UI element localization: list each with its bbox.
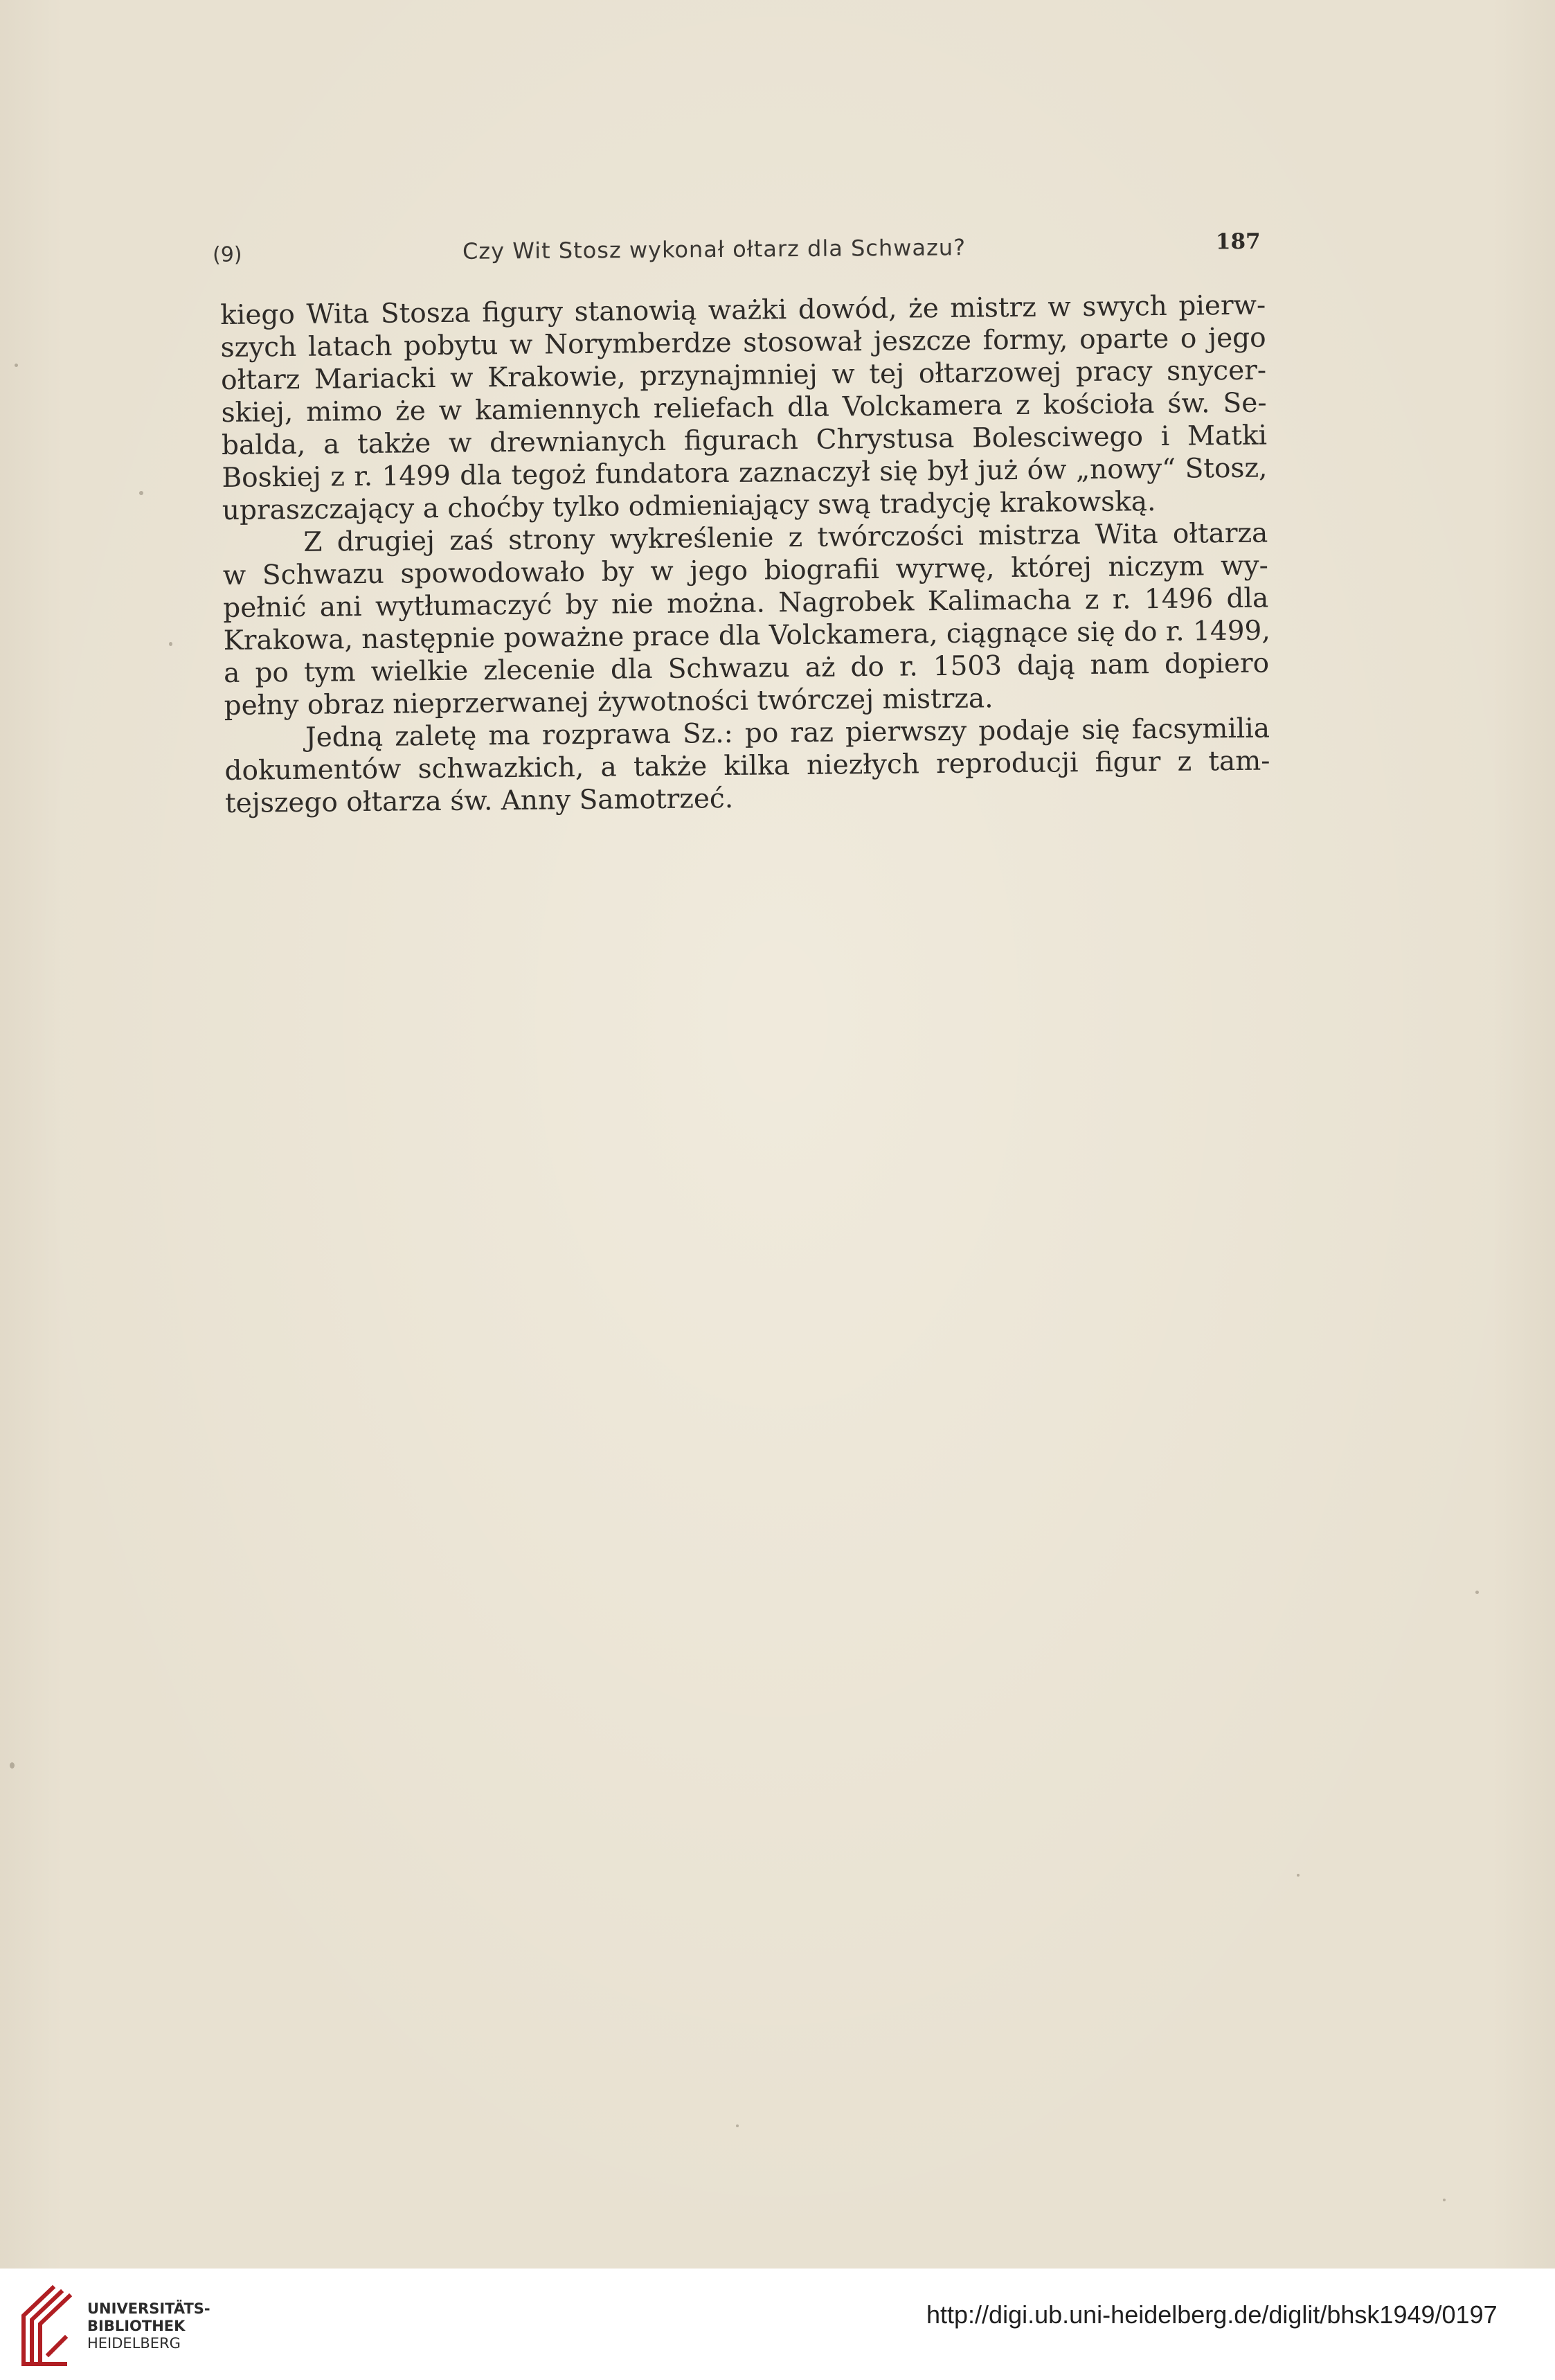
running-head: [0, 0, 1555, 297]
paper-speck: [1443, 2199, 1446, 2201]
paragraph-end-line: pełny obraz nieprzerwanej żywotności twórczej mistrza.: [224, 683, 994, 722]
paragraph-first-line: Z drugiej zaś strony wykreślenie z twórczości mistrza Wita ołtarza: [303, 517, 1268, 558]
library-footer: [0, 2269, 1555, 2380]
library-name: [87, 2300, 210, 2352]
text-line: balda, a także w drewnianych figurach Chrystusa Bolesciwego i Matki: [221, 420, 1268, 461]
paragraph-end-line: upraszczający a choćby tylko odmieniający swą tradycję krakowską.: [222, 486, 1156, 526]
paper-speck: [10, 1762, 15, 1769]
paper-speck: [1475, 1591, 1479, 1594]
library-name-line: BIBLIOTHEK: [87, 2318, 186, 2334]
text-line: w Schwazu spowodowało by w jego biografii wyrwę, której niczym wy-: [222, 550, 1268, 591]
text-line: Krakowa, następnie poważne prace dla Volckamera, ciągnące się do r. 1499,: [223, 615, 1270, 656]
body-text: [220, 289, 1270, 820]
text-line: a po tym wielkie zlecenie dla Schwazu aż do r. 1503 dają nam dopiero: [223, 647, 1270, 689]
paper-speck: [139, 491, 143, 495]
paragraph-end-line: tejszego ołtarza św. Anny Samotrzeć.: [224, 782, 734, 819]
text-line: skiej, mimo że w kamiennych reliefach dla Volckamera z kościoła św. Se-: [221, 387, 1267, 429]
text-line: dokumentów schwazkich, a także kilka niezłych reproducji figur z tam-: [224, 745, 1270, 787]
text-line: szych latach pobytu w Norymberdze stosował jeszcze formy, oparte o jego: [220, 322, 1266, 364]
running-title: Czy Wit Stosz wykonał ołtarz dla Schwazu?: [462, 234, 967, 265]
library-name-line: HEIDELBERG: [87, 2335, 181, 2352]
library-logo-icon: [17, 2282, 72, 2369]
library-name-line: UNIVERSITÄTS-: [87, 2300, 210, 2317]
paper-speck: [1297, 1874, 1300, 1877]
source-url-link[interactable]: http://digi.ub.uni-heidelberg.de/diglit/bhsk1949/0197: [926, 2300, 1498, 2329]
text-line: kiego Wita Stosza figury stanowią ważki dowód, że mistrz w swych pierw-: [220, 289, 1266, 331]
paragraph-first-line: Jedną zaletę ma rozprawa Sz.: po raz pierwszy podaje się facsymilia: [305, 713, 1270, 753]
paper-speck: [15, 364, 18, 367]
text-line: pełnić ani wytłumaczyć by nie można. Nagrobek Kalimacha z r. 1496 dla: [223, 582, 1269, 624]
page-number: 187: [1215, 229, 1261, 255]
text-line: ołtarz Mariacki w Krakowie, przynajmniej w tej ołtarzowej pracy snycer-: [220, 355, 1267, 396]
paper-speck: [169, 642, 172, 646]
paper-speck: [736, 2124, 739, 2127]
section-number: (9): [212, 242, 242, 267]
text-line: Boskiej z r. 1499 dla tegoż fundatora zaznaczył się był już ów „nowy“ Stosz,: [222, 452, 1268, 494]
